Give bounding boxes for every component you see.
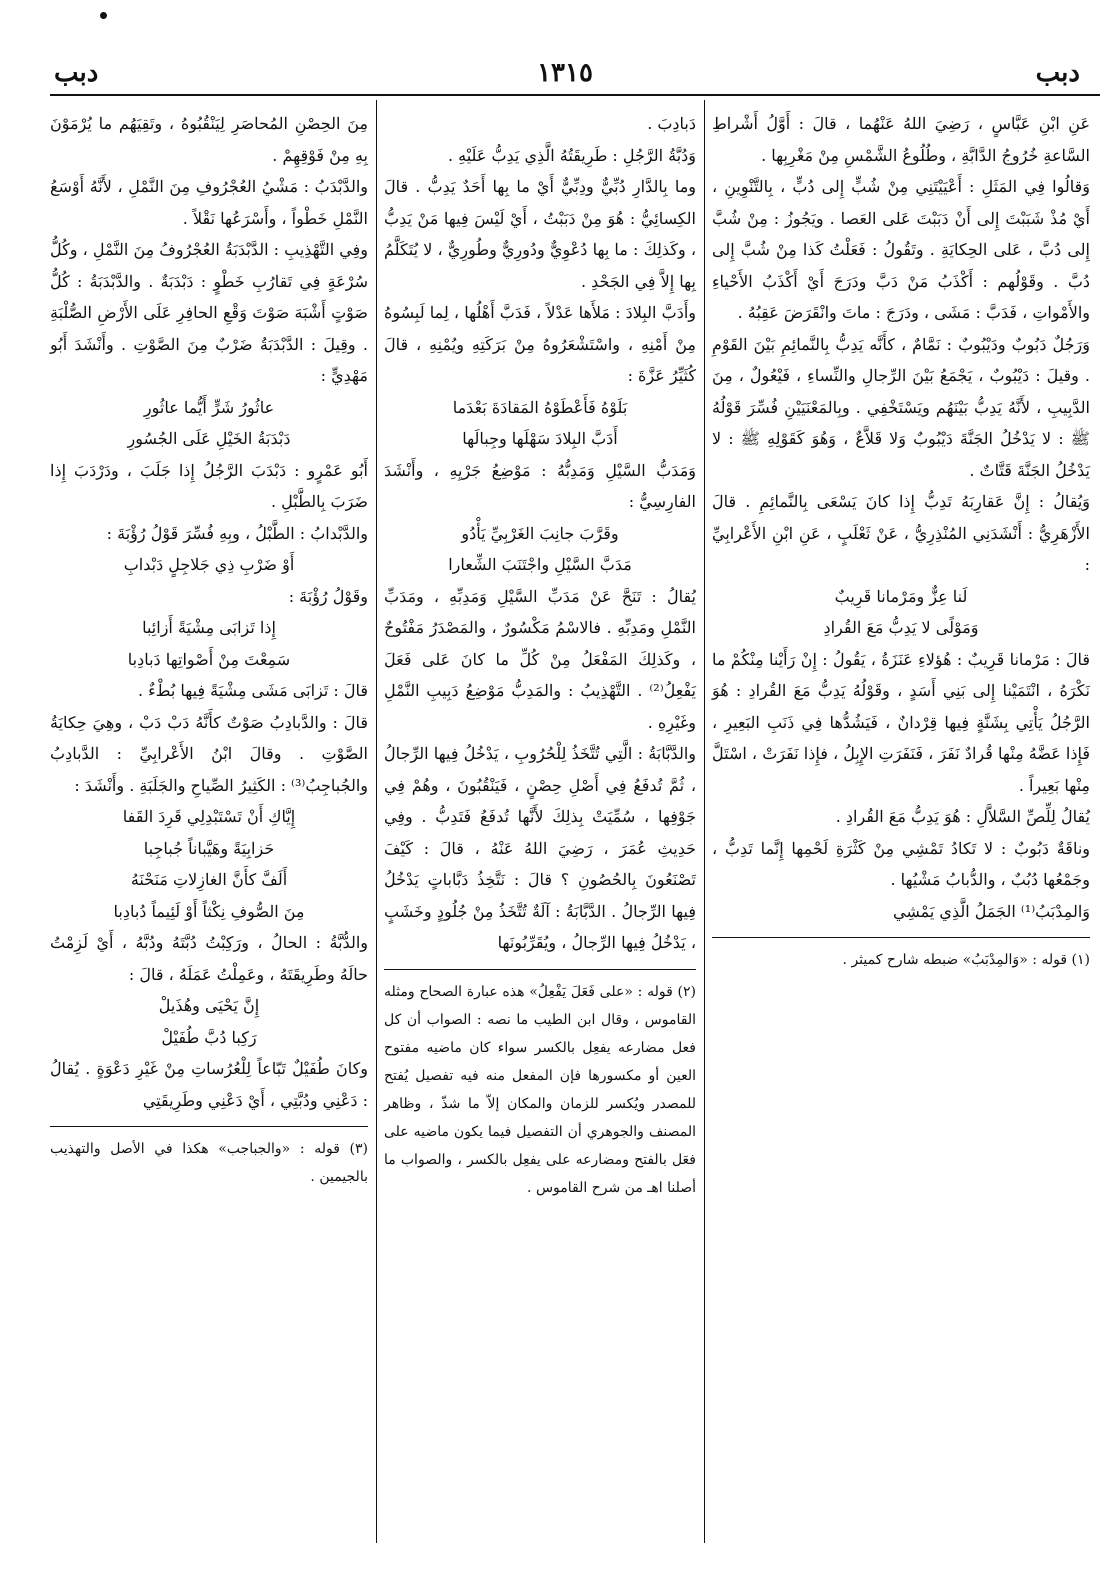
paragraph: وَيُقالُ : إِنَّ عَقارِبَهُ تَدِبُّ إِذا كانَ يَسْعَى بِالنَّمائِمِ . قالَ الأَزْهَرِيُّ : أَنْشَدَنِي المُنْذِرِيُّ ، عَنْ ثَعْلَبٍ ، عَنِ ابْنِ الأَعْرابِيِّ : xyxy=(712,492,1090,574)
paragraph: وما بِالدَّارِ دُبِّيٌّ ودِبِّيٌّ أَيْ ما بِها أَحَدٌ يَدِبُّ . قالَ الكِسائِيُّ : هُوَ مِنْ دَبَبْتُ ، أَيْ لَيْسَ فِيها مَنْ يَدِبُّ ، وكَذلِكَ : ما بِها دُعْوِيٌّ ودُورِيٌّ وطُورِيٌّ ، لا يُتَكَلَّمُ بِها إِلاَّ فِي الجَحْدِ . xyxy=(384,177,696,291)
column-left-body xyxy=(50,108,368,1116)
verse-line: إِذا تَزابَى مِشْيَةً أَزائِبا xyxy=(142,618,276,637)
verse-line: إِيَّاكِ أَنْ تَسْتَبْدِلِي قَرِدَ القَفا xyxy=(122,807,296,826)
footnote-text: (٢) قوله : «على فَعَلَ يَفْعِلُ» هذه عبارة الصحاح ومثله القاموس ، وقال ابن الطيب ما نصه : الصواب أن كل فعل مضارعه يفعِل بالكسر سواء كان ماضيه مفتوح العين أو مكسورها فإن المفعل منه فيه تفصيل يُفتح للمصدر ويُكسر للزمان والمكان إلاّ ما شذّ ، وظاهر المصنف والجوهري أن التفصيل فيما يكون ماضيه على فعَل بالفتح ومضارعه على يفعِل بالكسر ، والصواب ما أصلنا اهـ من شرح القاموس . xyxy=(384,983,696,1196)
column-divider xyxy=(376,100,377,1543)
paragraph: وَالمِدْبَبُ⁽¹⁾ الجَمَلُ الَّذِي يَمْشِي xyxy=(893,901,1090,921)
paragraph: والدَّبَّابَةُ : الَّتِي تُتَّخَذُ لِلْحُرُوبِ ، يَدْخُلُ فِيها الرِّجالُ ، ثُمَّ تُدفَعُ فِي أَصْلِ حِصْنٍ ، فَيَنْقُبُونَ ، وهُمْ فِي جَوْفِها ، سُمِّيَتْ بِذلِكَ لأَنَّها تُدفَعُ فَتَدِبُّ . وفِي حَدِيثِ عُمَرَ ، رَضِيَ اللهُ عَنْهُ ، قالَ : كَيْفَ تَصْنَعُونَ بِالحُصُونِ ؟ قالَ : نَتَّخِذُ دَبَّاباتٍ يَدْخُلُ فِيها الرِّجالُ . الدَّبَّابَةُ : آلَةٌ تُتَّخَذُ مِنْ جُلُودٍ وخَشَبٍ ، يَدْخُلُ فِيها الرِّجالُ ، ويُقَرِّبُونَها xyxy=(384,744,696,952)
ink-dot xyxy=(100,12,107,19)
verse-line: سَمِعْتَ مِنْ أَصْواتِها دَبادِبا xyxy=(127,649,291,669)
verse-line: لَنا عِزٌّ ومَرْمانا قَرِيبٌ xyxy=(834,586,968,606)
paragraph: والدُّبَّةُ : الحالُ ، ورَكِبْتُ دُبَّتَهُ ودُبَّهُ ، أَيْ لَزِمْتُ حالَهُ وطَرِيقَتَهُ ، وعَمِلْتُ عَمَلَهُ ، قالَ : xyxy=(50,933,368,984)
paragraph: مِنَ الحِصْنِ المُحاصَرِ لِيَنْقُبُوهُ ، وتَقِيَهُم ما يُرْمَوْنَ بِهِ مِنْ فَوْقِهِمْ . xyxy=(50,114,368,165)
paragraph: أَبُو عَمْرٍو : دَبْدَبَ الرَّجُلُ إِذا جَلَبَ ، ودَرْدَبَ إِذا ضَرَبَ بِالطَّبْلِ . xyxy=(50,460,368,511)
column-right-body xyxy=(712,108,1090,927)
paragraph: وَقالُوا فِي المَثَلِ : أَعْيَيْتَنِي مِنْ شُبٍّ إِلى دُبٍّ ، بِالتَّنْوِينِ ، أَيْ مُذْ شَبَبْتَ إِلى أَنْ دَبَبْتَ عَلى العَصا . ويَجُوزُ : مِنْ شُبَّ إِلى دُبَّ ، عَلى الحِكايَةِ . وتَقُولُ : فَعَلْتُ كَذا مِنْ شُبَّ إِلى دُبَّ . وقَوْلُهم : أَكْذَبُ مَنْ دَبَّ ودَرَجَ أَيْ أَكْذَبُ الأَحْياءِ والأَمْواتِ ، فَدَبَّ : مَشَى ، ودَرَجَ : ماتَ وانْقَرَضَ عَقِبُهُ . xyxy=(712,177,1090,322)
page-number: ١٣١٥ xyxy=(537,58,593,88)
header-rule xyxy=(50,94,1100,96)
verse-line: مَدَبَّ السَّيْلِ واجْتَنَبَ الشِّعارا xyxy=(448,555,632,574)
paragraph: يُقالُ لِلِّصِّ السَّلاَّلِ : هُوَ يَدِبُّ مَعَ القُرادِ . xyxy=(835,807,1090,826)
paragraph: يُقالُ : تَنَحَّ عَنْ مَدَبِّ السَّيْلِ وَمَدِبِّهِ ، ومَدَبِّ النَّمْلِ ومَدِبِّهِ . فالاسْمُ مَكْسُورٌ ، والمَصْدَرُ مَفْتُوحٌ ، وكَذلِكَ المَفْعَلُ مِنْ كُلِّ ما كانَ عَلى فَعَلَ يَفْعِلُ⁽²⁾ . التَّهْذِيبُ : والمَدِبُّ مَوْضِعُ دَبِيبِ النَّمْلِ وغَيْرِهِ . xyxy=(384,586,696,732)
paragraph: وكانَ طُفَيْلٌ تَبّاعاً لِلْعُرُساتِ مِنْ غَيْرِ دَعْوَةٍ . يُقالُ : دَعْنِي ودُبَّتِي ، أَيْ دَعْنِي وطَرِيقَتِي xyxy=(50,1059,368,1110)
footnote xyxy=(50,1135,368,1191)
verse-line: مِنَ الصُّوفِ نِكْثاً أَوْ لَئِيماً دُبادِبا xyxy=(113,901,305,921)
footnote-text: (٣) قوله : «والجباجب» هكذا في الأصل والتهذيب بالجيمين . xyxy=(50,1141,368,1185)
header-keyword-right: دبب xyxy=(1035,58,1080,88)
footnote-rule xyxy=(384,969,696,970)
paragraph: والدَّبْدَبُ : مَشْيُ العُجْرُوفِ مِنَ النَّمْلِ ، لأَنَّهُ أَوْسَعُ النَّمْلِ خَطْواً ، وأَسْرَعُها نَقْلاً . xyxy=(50,177,368,228)
paragraph: وقَوْلُ رُؤْبَةَ : xyxy=(288,586,368,606)
verse-line: أَوْ ضَرْبِ ذِي جَلاجِلٍ دَبْدابِ xyxy=(123,555,295,574)
paragraph: قالَ : مَرْمانا قَرِيبٌ : هُؤلاءِ عَنَزَةُ ، يَقُولُ : إِنْ رَأَيْنا مِنْكُمْ ما نَكْرَهُ ، انْتَمَيْنا إِلى بَنِي أَسَدٍ ، وقَوْلُهُ يَدِبُّ مَعَ القُرادِ : هُوَ الرَّجُلُ يَأْتِي بِشَنَّةٍ فِيها قِرْدانٌ ، فَيَشُدُّها فِي ذَنَبِ البَعِيرِ ، فَإِذا عَضَّهُ مِنْها قُرادٌ نَفَرَ ، فَنَفَرَتِ الإِبِلُ ، فإِذا نَفَرَتْ ، اسْتَلَّ مِنْها بَعِيراً . xyxy=(712,649,1090,795)
verse-line: وَمَوْلًى لا يَدِبُّ مَعَ القُرادِ xyxy=(823,618,979,637)
header-keyword-left: دبب xyxy=(54,58,99,88)
paragraph: وأَدَبَّ البِلادَ : مَلأَها عَدْلاً ، فَدَبَّ أَهْلُها ، لِما لَبِسُوهُ مِنْ أَمْنِهِ ، واسْتَشْعَرُوهُ مِنْ بَرَكَتِهِ ويُمْنِهِ ، قالَ كُثَيِّرُ عَزَّةَ : xyxy=(384,303,696,385)
verse-line: إِنَّ يَحْيَى وهُذَيلْ xyxy=(158,996,260,1015)
verse-line: أَدَبَّ البِلادَ سَهْلَها وجِبالَها xyxy=(462,429,618,448)
verse-line: دَبْدَبَةُ الخَيْلِ عَلَى الجُسُورِ xyxy=(127,429,291,448)
column-right xyxy=(712,108,1090,1543)
paragraph: وَرَجُلٌ دَبُوبٌ ودَيْبُوبٌ : نَمَّامٌ ، كأَنَّه يَدِبُّ بِالنَّمائِمِ بَيْنَ القَوْمِ . وقيلَ : دَيْبُوبٌ ، يَجْمَعُ بَيْنَ الرِّجالِ والنِّساءِ ، فَيْعُولٌ ، مِنَ الدَّبِيبِ ، لأَنَّهُ يَدِبُّ بَيْنَهُم ويَسْتَخْفِي . وبِالمَعْنَيَيْنِ فُسِّرَ قَوْلُهُ ﷺ : لا يَدْخُلُ الجَنَّةَ دَيْبُوبٌ وَلا قَلاَّعٌ ، وَهُوَ كَقَوْلِهِ ﷺ : لا يَدْخُلُ الجَنَّةَ قَتَّاتٌ . xyxy=(712,334,1090,480)
paragraph: وَمَدَبُّ السَّيْلِ وَمَدِبُّهُ : مَوْضِعُ جَرْيِهِ ، وأَنْشَدَ الفارِسِيُّ : xyxy=(384,460,696,511)
paragraph: وفِي التَّهْذِيبِ : الدَّبْدَبَةُ العُجْرُوفُ مِنَ النَّمْلِ ، وكُلُّ سُرْعَةٍ فِي تَقارُبِ خَطْوٍ : دَبْدَبَةٌ . والدَّبْدَبَةُ : كُلُّ صَوْتٍ أَشْبَهَ صَوْتَ وَقْعِ الحافِرِ عَلَى الأَرْضِ الصُّلْبَةِ . وقِيلَ : الدَّبْدَبَةُ ضَرْبٌ مِنَ الصَّوْتِ . وأَنْشَدَ أَبُو مَهْدِيٍّ : xyxy=(50,240,368,385)
paragraph: دَبادِبَ . xyxy=(647,114,696,133)
paragraph: قالَ : تَزابَى مَشَى مِشْيَةً فِيها بُطْءٌ . xyxy=(137,681,368,700)
verse-line: أَلَفَّ كأَنَّ الغازِلاتِ مَنَحْنَهُ xyxy=(130,870,288,889)
footnote-text: (١) قوله : «وَالمِدْبَبُ» ضبطه شارح كميثر . xyxy=(842,952,1090,968)
paragraph: قالَ : والدَّبادِبُ صَوْتٌ كأَنَّهُ دَبْ دَبْ ، وهِيَ حِكايَةُ الصَّوْتِ . وقالَ ابْنُ الأَعْرابِيِّ : الدَّبادِبُ والجُباجِبُ⁽³⁾ : الكَثِيرُ الصِّياحِ والجَلَبَةِ . وأَنْشَدَ : xyxy=(50,712,368,795)
column-middle-body xyxy=(384,108,696,959)
column-middle xyxy=(384,108,696,1543)
verse-line: عاثُورُ شَرٍّ أَيُّما عاثُورِ xyxy=(143,397,275,417)
paragraph: وناقَةٌ دَبُوبٌ : لا تَكادُ تَمْشِي مِنْ كَثْرَةِ لَحْمِها إِنَّما تَدِبُّ ، وجَمْعُها دُبُبٌ ، والدُّبابُ مَشْيُها . xyxy=(712,838,1090,889)
footnote xyxy=(384,978,696,1202)
verse-line: رَكِبا دُبَّ طُفَيْلْ xyxy=(161,1027,257,1047)
page-header xyxy=(40,58,1090,98)
verse-line: بَلَوْهُ فَأَعْطَوْهُ المَقادَةَ بَعْدَما xyxy=(452,397,628,417)
paragraph: والدَّبْدابُ : الطَّبْلُ ، وبِهِ فُسِّرَ قَوْلُ رُؤْبَةَ : xyxy=(106,523,368,543)
footnote-rule xyxy=(712,937,1090,938)
footnote-rule xyxy=(50,1126,368,1127)
column-divider xyxy=(704,100,705,1543)
footnote xyxy=(712,946,1090,974)
paragraph: وَدُبَّةُ الرَّجُلِ : طَرِيقَتُهُ الَّذِي يَدِبُّ عَلَيْهِ . xyxy=(447,145,696,165)
column-left xyxy=(50,108,368,1543)
verse-line: حَزابِيَةً وهَيَّباناً جُباجِبا xyxy=(143,838,275,858)
verse-line: وقَرَّبَ جانِبَ الغَرْبِيِّ يَأْدُو xyxy=(461,523,619,543)
paragraph: عَنِ ابْنِ عَبَّاسٍ ، رَضِيَ اللهُ عَنْهُما ، قالَ : أَوَّلُ أَشْراطِ السَّاعةِ خُرُوجُ الدَّابَّةِ ، وطُلُوعُ الشَّمْسِ مِنْ مَغْرِبِها . xyxy=(712,114,1090,165)
